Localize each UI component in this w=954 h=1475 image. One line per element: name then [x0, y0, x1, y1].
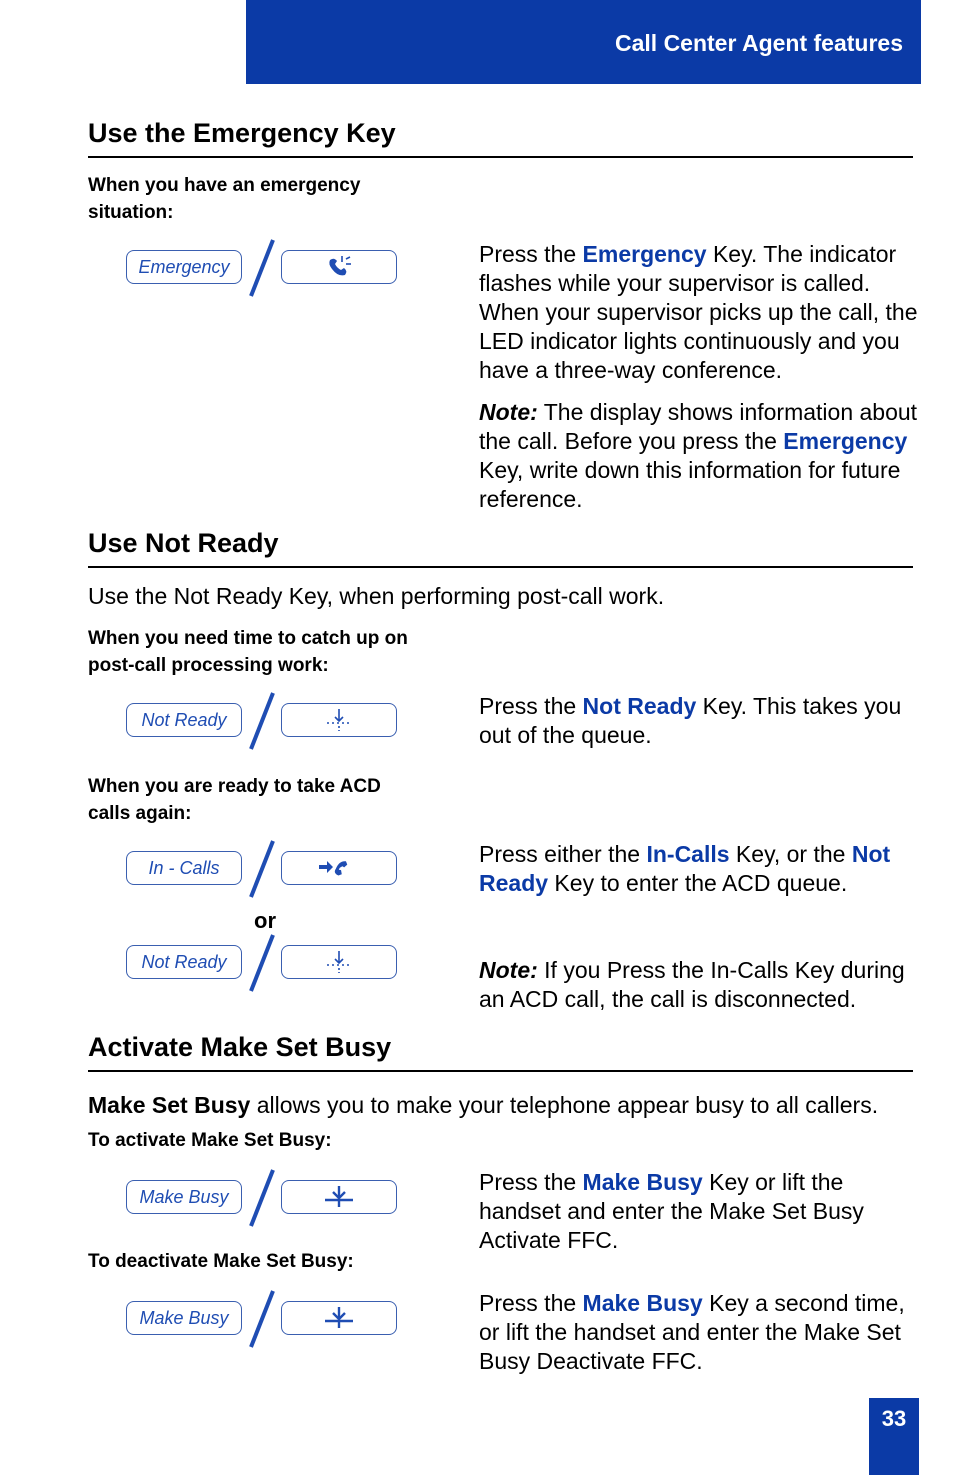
header-title: Call Center Agent features: [615, 30, 903, 56]
section-title-not-ready: Use Not Ready: [88, 528, 279, 558]
not-ready-instructions: [479, 692, 919, 750]
not-ready-situation-2: When you are ready to take ACD calls again:: [88, 776, 381, 824]
not-ready-key-button-2: [281, 945, 397, 979]
text-run: Press either the: [479, 841, 647, 867]
emergency-instructions: [479, 240, 919, 385]
key-name: Emergency: [582, 241, 707, 267]
acd-queue-instructions: [479, 840, 919, 898]
in-calls-key-button: [281, 851, 397, 885]
make-busy-deactivate-instructions: [479, 1289, 919, 1376]
page-number-box: [869, 1398, 919, 1475]
phone-flash-icon: [324, 254, 354, 280]
make-busy-intro: [88, 1091, 878, 1120]
section-title-make-busy: Activate Make Set Busy: [88, 1032, 392, 1062]
text-run: Key or lift the handset and enter the Make Set Busy Activate FFC.: [479, 1169, 864, 1253]
text-run: Press the: [479, 1169, 583, 1195]
or-label: or: [254, 908, 276, 933]
slash-divider: [248, 1168, 276, 1228]
slash-divider: [248, 1289, 276, 1349]
text-run: Key, or the: [729, 841, 852, 867]
not-ready-key-label-2: Not Ready: [126, 945, 242, 979]
emergency-key-button: [281, 250, 397, 284]
not-ready-key-label: Not Ready: [126, 703, 242, 737]
section-title-emergency: Use the Emergency Key: [88, 118, 396, 148]
slash-divider: [248, 238, 276, 298]
make-busy-key-label: Make Busy: [126, 1180, 242, 1214]
text-run: Press the: [479, 241, 583, 267]
text-run: Make Set Busy: [88, 1092, 251, 1118]
make-busy-activate-instructions: [479, 1168, 919, 1255]
text-run: The display shows information about the call. Before you press the: [479, 399, 918, 454]
emergency-situation: When you have an emergency situation:: [88, 175, 361, 223]
text-run: Key. The indicator flashes while your supervisor is called. When your supervisor picks up the call, the LED indicator lights continuously and you have a three-way conference.: [479, 241, 918, 383]
in-calls-note: [479, 956, 919, 1014]
not-ready-key-button: [281, 703, 397, 737]
make-busy-activate-heading: To activate Make Set Busy:: [88, 1130, 332, 1151]
make-busy-key-button-2: [281, 1301, 397, 1335]
key-name: Make Busy: [582, 1290, 703, 1316]
key-name: Not Ready: [582, 693, 697, 719]
not-ready-icon: [324, 949, 354, 975]
key-name: Not Ready: [479, 841, 891, 896]
not-ready-intro: Use the Not Ready Key, when performing post-call work.: [88, 583, 665, 609]
text-run: Key, write down this information for future reference.: [479, 457, 901, 512]
emergency-note: [479, 398, 919, 514]
in-calls-key-label: In - Calls: [126, 851, 242, 885]
slash-divider: [248, 839, 276, 899]
text-run: Press the: [479, 1290, 583, 1316]
key-name: Emergency: [783, 428, 908, 454]
header-bar: [246, 0, 921, 84]
text-run: Press the: [479, 693, 583, 719]
text-run: Key a second time, or lift the handset and enter the Make Set Busy Deactivate FFC.: [479, 1290, 905, 1374]
text-run: Key to enter the ACD queue.: [548, 870, 848, 896]
text-run: Key. This takes you out of the queue.: [479, 693, 902, 748]
slash-divider: [248, 691, 276, 751]
page-number: 33: [881, 1406, 907, 1431]
note-label: Note:: [479, 957, 538, 983]
section-rule: [88, 1070, 913, 1072]
note-label: Note:: [479, 399, 538, 425]
make-busy-key-button: [281, 1180, 397, 1214]
slash-divider: [248, 933, 276, 993]
not-ready-situation-1: When you need time to catch up on post-call processing work:: [88, 628, 408, 676]
text-run: allows you to make your telephone appear busy to all callers.: [250, 1092, 879, 1118]
make-busy-icon: [322, 1305, 356, 1331]
section-rule: [88, 156, 913, 158]
not-ready-icon: [324, 707, 354, 733]
in-calls-icon: [317, 855, 361, 881]
emergency-key-label: Emergency: [126, 250, 242, 284]
section-rule: [88, 566, 913, 568]
make-busy-icon: [322, 1184, 356, 1210]
text-run: If you Press the In-Calls Key during an ACD call, the call is disconnected.: [479, 957, 905, 1012]
make-busy-key-label-2: Make Busy: [126, 1301, 242, 1335]
key-name: In-Calls: [646, 841, 730, 867]
key-name: Make Busy: [582, 1169, 703, 1195]
make-busy-deactivate-heading: To deactivate Make Set Busy:: [88, 1251, 354, 1272]
